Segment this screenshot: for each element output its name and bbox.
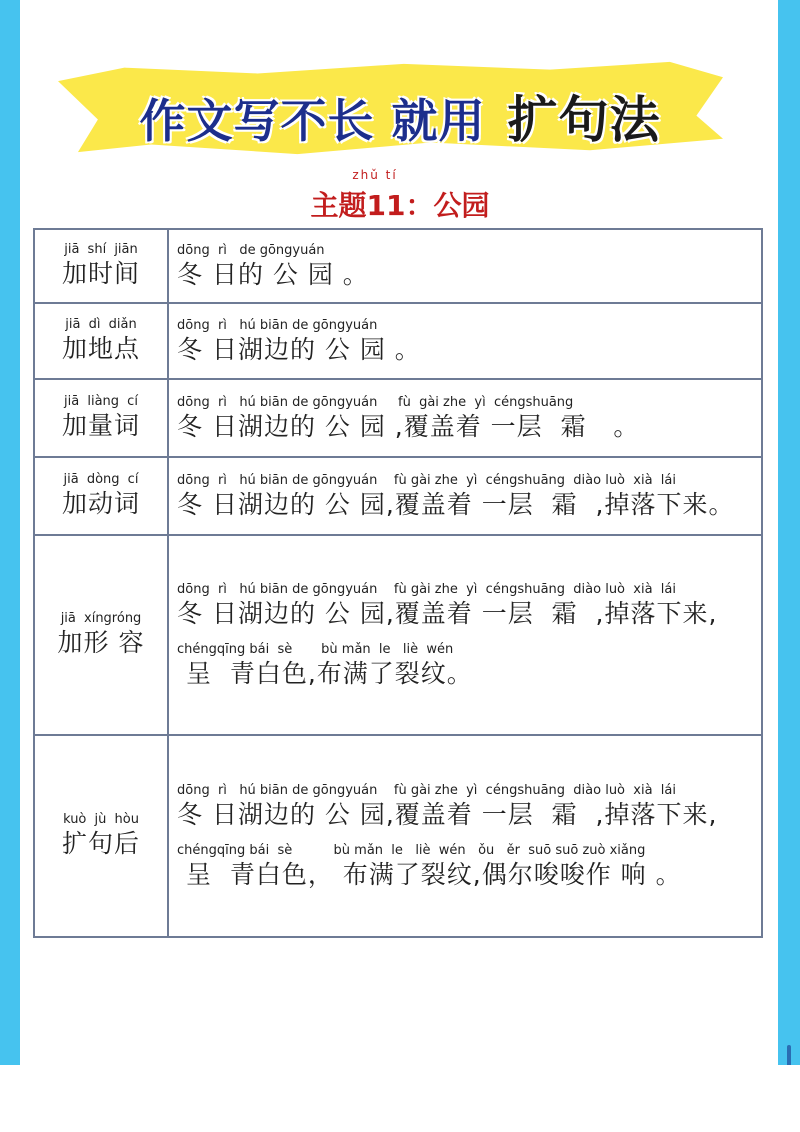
row-label-cell xyxy=(34,379,168,457)
right-accent-bar xyxy=(778,0,800,1065)
row-label-cell xyxy=(34,229,168,303)
table-row xyxy=(34,735,762,937)
table-row xyxy=(34,457,762,535)
expansion-table xyxy=(33,228,763,938)
row-label-cell xyxy=(34,457,168,535)
row-label-cell xyxy=(34,303,168,379)
sentence-pinyin: dōng rì hú biān de gōngyuán fù gài zhe yì céngshuāng diào luò xià lái xyxy=(177,783,677,798)
subtitle-text: 主题11：公园 xyxy=(310,189,490,222)
row-content-cell xyxy=(168,303,762,379)
sentence-pinyin: chéngqīng bái sè bù mǎn le liè wén xyxy=(177,642,454,657)
row-label: 加时间 xyxy=(61,259,140,288)
row-label: 加动词 xyxy=(61,489,140,518)
left-accent-bar xyxy=(0,0,20,1065)
sentence-pinyin: dōng rì de gōngyuán xyxy=(177,243,325,258)
sentence-text: 冬 日湖边的 公 园 ,覆盖着 一层 霜 。 xyxy=(177,412,640,441)
table-row xyxy=(34,535,762,735)
line-gap xyxy=(177,831,761,841)
sentence-text: 呈 青白色， 布满了裂纹,偶尔唆唆作 响 。 xyxy=(177,860,682,889)
row-content-cell xyxy=(168,229,762,303)
sentence-text: 冬 日湖边的 公 园,覆盖着 一层 霜 ,掉落下来, xyxy=(177,800,718,829)
row-content-cell xyxy=(168,735,762,937)
sentence-pinyin: dōng rì hú biān de gōngyuán fù gài zhe yì céngshuāng xyxy=(177,395,574,410)
line-gap xyxy=(177,630,761,640)
row-label: 加量词 xyxy=(61,411,140,440)
table-row xyxy=(34,229,762,303)
row-label-cell xyxy=(34,535,168,735)
row-label-pinyin: jiā shí jiān xyxy=(64,242,138,257)
page-title-part2: 扩句法 xyxy=(507,91,661,149)
scroll-indicator xyxy=(787,1045,791,1067)
row-label-pinyin: jiā dòng cí xyxy=(63,472,139,487)
row-label: 加地点 xyxy=(61,334,140,363)
row-content-cell xyxy=(168,457,762,535)
sentence-text: 冬 日湖边的 公 园,覆盖着 一层 霜 ,掉落下来, xyxy=(177,599,718,628)
subtitle-pinyin: zhǔ tí xyxy=(352,168,398,182)
row-label-pinyin: jiā dì diǎn xyxy=(65,317,137,332)
table-row xyxy=(34,379,762,457)
page-title-part1: 作文写不长 就用 xyxy=(139,94,486,148)
sentence-pinyin: dōng rì hú biān de gōngyuán fù gài zhe yì céngshuāng diào luò xià lái xyxy=(177,582,677,597)
row-label-pinyin: jiā xíngróng xyxy=(60,611,142,626)
row-label-pinyin: kuò jù hòu xyxy=(63,812,139,827)
sentence-text: 冬 日湖边的 公 园 。 xyxy=(177,335,421,364)
bottom-strip xyxy=(0,1065,800,1132)
table-row xyxy=(34,303,762,379)
sentence-pinyin: chéngqīng bái sè bù mǎn le liè wén ǒu ěr suō suō zuò xiǎng xyxy=(177,843,646,858)
sentence-text: 呈 青白色,布满了裂纹。 xyxy=(177,659,473,688)
sentence-pinyin: dōng rì hú biān de gōngyuán xyxy=(177,318,378,333)
row-label: 扩句后 xyxy=(61,829,140,858)
sentence-text: 冬 日的 公 园 。 xyxy=(177,260,369,289)
sentence-text: 冬 日湖边的 公 园,覆盖着 一层 霜 ,掉落下来。 xyxy=(177,490,735,519)
page-title xyxy=(0,80,800,152)
row-label: 加形 容 xyxy=(57,628,145,657)
row-label-pinyin: jiā liàng cí xyxy=(64,394,138,409)
row-content-cell xyxy=(168,535,762,735)
topic-subtitle xyxy=(0,168,800,224)
sentence-pinyin: dōng rì hú biān de gōngyuán fù gài zhe yì céngshuāng diào luò xià lái xyxy=(177,473,677,488)
row-content-cell xyxy=(168,379,762,457)
row-label-cell xyxy=(34,735,168,937)
